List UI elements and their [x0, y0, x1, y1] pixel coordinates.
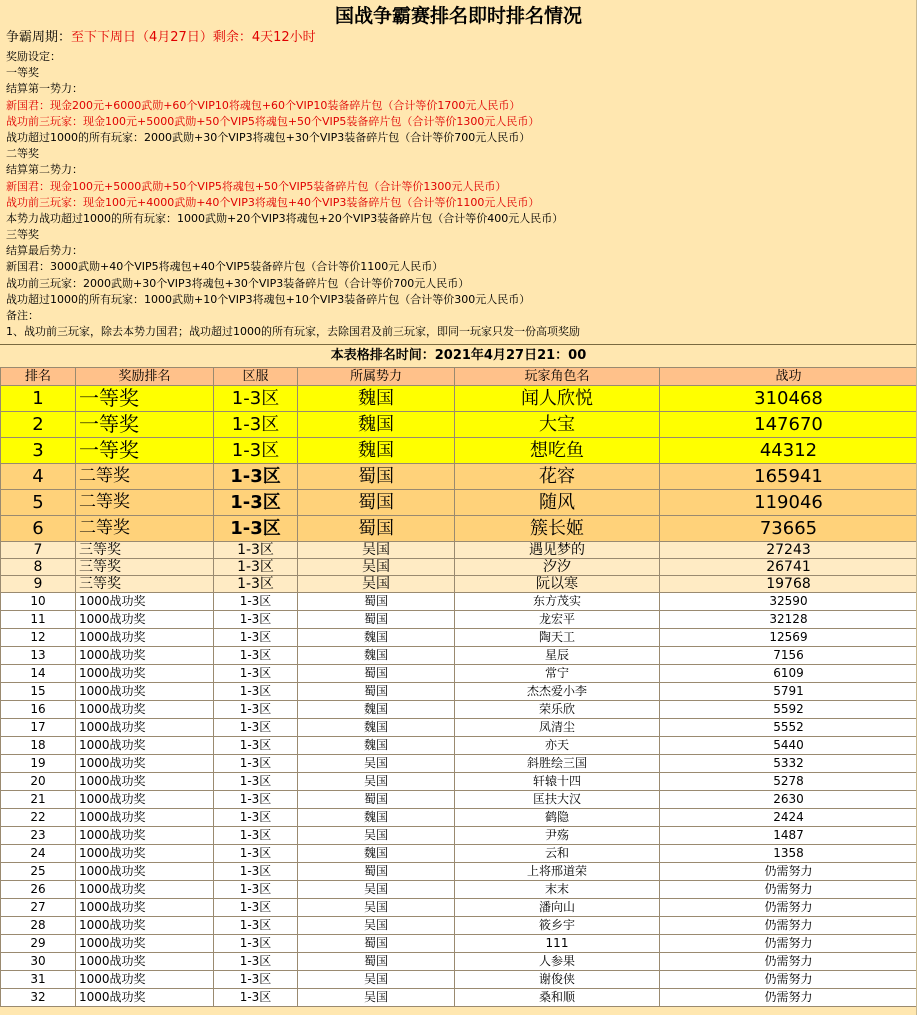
- table-row: [1, 809, 917, 827]
- rule-line: 新国君：现金200元+6000武勋+60个VIP10将魂包+60个VIP10装备碎片包（合计等价1700元人民币）: [6, 98, 521, 112]
- cell-rank: 3: [1, 438, 76, 464]
- cell-merit: 仍需努力: [660, 917, 917, 935]
- cell-merit: 仍需努力: [660, 863, 917, 881]
- cell-rank: 14: [1, 665, 76, 683]
- cell-merit: 仍需努力: [660, 899, 917, 917]
- cell-server: 1-3区: [214, 542, 298, 559]
- cell-rank: 27: [1, 899, 76, 917]
- cell-merit: 5332: [660, 755, 917, 773]
- cell-award: 三等奖: [76, 542, 214, 559]
- cell-faction: 蜀国: [298, 935, 455, 953]
- cell-rank: 16: [1, 701, 76, 719]
- cell-award: 1000战功奖: [76, 899, 214, 917]
- cell-award: 1000战功奖: [76, 593, 214, 611]
- cell-rank: 24: [1, 845, 76, 863]
- cell-faction: 魏国: [298, 737, 455, 755]
- cell-player-name: 亦天: [455, 737, 660, 755]
- table-row: [1, 737, 917, 755]
- table-row: [1, 611, 917, 629]
- cell-rank: 21: [1, 791, 76, 809]
- cell-rank: 1: [1, 386, 76, 412]
- cell-rank: 19: [1, 755, 76, 773]
- cell-player-name: 谢俊侠: [455, 971, 660, 989]
- cell-award: 1000战功奖: [76, 647, 214, 665]
- cell-merit: 5552: [660, 719, 917, 737]
- cell-faction: 魏国: [298, 719, 455, 737]
- cell-award: 三等奖: [76, 576, 214, 593]
- cell-merit: 27243: [660, 542, 917, 559]
- cell-merit: 仍需努力: [660, 881, 917, 899]
- cell-faction: 吴国: [298, 773, 455, 791]
- cell-merit: 26741: [660, 559, 917, 576]
- cell-rank: 15: [1, 683, 76, 701]
- cell-award: 1000战功奖: [76, 773, 214, 791]
- cell-player-name: 随风: [455, 490, 660, 516]
- header-server: 区服: [214, 368, 298, 386]
- cell-server: 1-3区: [214, 899, 298, 917]
- cell-faction: 蜀国: [298, 683, 455, 701]
- cell-faction: 蜀国: [298, 611, 455, 629]
- cell-faction: 吴国: [298, 881, 455, 899]
- cell-faction: 吴国: [298, 971, 455, 989]
- cell-award: 二等奖: [76, 490, 214, 516]
- cell-award: 1000战功奖: [76, 989, 214, 1007]
- cell-server: 1-3区: [214, 827, 298, 845]
- rule-line: 结算第一势力：: [6, 82, 83, 96]
- cell-rank: 12: [1, 629, 76, 647]
- header-faction: 所属势力: [298, 368, 455, 386]
- table-row: [1, 438, 917, 464]
- cell-player-name: 云和: [455, 845, 660, 863]
- cell-rank: 10: [1, 593, 76, 611]
- cell-merit: 147670: [660, 412, 917, 438]
- cell-rank: 9: [1, 576, 76, 593]
- cell-server: 1-3区: [214, 559, 298, 576]
- cell-server: 1-3区: [214, 809, 298, 827]
- cell-faction: 吴国: [298, 827, 455, 845]
- cell-server: 1-3区: [214, 665, 298, 683]
- rule-line: 战功前三玩家：2000武勋+30个VIP3将魂包+30个VIP3装备碎片包（合计等价700元人民币）: [6, 276, 470, 290]
- table-row: [1, 845, 917, 863]
- cell-award: 1000战功奖: [76, 845, 214, 863]
- cell-player-name: 杰杰爱小李: [455, 683, 660, 701]
- cell-award: 二等奖: [76, 464, 214, 490]
- cell-merit: 仍需努力: [660, 935, 917, 953]
- cell-rank: 20: [1, 773, 76, 791]
- cell-merit: 32128: [660, 611, 917, 629]
- cell-rank: 26: [1, 881, 76, 899]
- cell-rank: 7: [1, 542, 76, 559]
- cell-server: 1-3区: [214, 989, 298, 1007]
- cell-player-name: 匡扶大汉: [455, 791, 660, 809]
- cell-player-name: 桑和顺: [455, 989, 660, 1007]
- header-player-name: 玩家角色名: [455, 368, 660, 386]
- cell-rank: 23: [1, 827, 76, 845]
- cell-server: 1-3区: [214, 386, 298, 412]
- cell-player-name: 汐汐: [455, 559, 660, 576]
- header-award: 奖励排名: [76, 368, 214, 386]
- cell-rank: 17: [1, 719, 76, 737]
- cell-player-name: 潘向山: [455, 899, 660, 917]
- cell-merit: 73665: [660, 516, 917, 542]
- table-row: [1, 412, 917, 438]
- cell-server: 1-3区: [214, 863, 298, 881]
- cell-player-name: 轩辕十四: [455, 773, 660, 791]
- cell-faction: 蜀国: [298, 490, 455, 516]
- cell-award: 1000战功奖: [76, 629, 214, 647]
- rule-line: 奖励设定：: [6, 50, 61, 63]
- cell-merit: 2630: [660, 791, 917, 809]
- cell-faction: 吴国: [298, 755, 455, 773]
- cell-server: 1-3区: [214, 464, 298, 490]
- cell-merit: 5791: [660, 683, 917, 701]
- cell-server: 1-3区: [214, 845, 298, 863]
- cell-award: 1000战功奖: [76, 611, 214, 629]
- cell-server: 1-3区: [214, 629, 298, 647]
- cell-faction: 蜀国: [298, 863, 455, 881]
- cell-server: 1-3区: [214, 719, 298, 737]
- period-line: [6, 30, 316, 46]
- table-row: [1, 542, 917, 559]
- table-row: [1, 665, 917, 683]
- table-row: [1, 559, 917, 576]
- table-row: [1, 827, 917, 845]
- cell-rank: 6: [1, 516, 76, 542]
- cell-merit: 6109: [660, 665, 917, 683]
- cell-award: 1000战功奖: [76, 863, 214, 881]
- cell-player-name: 闻人欣悦: [455, 386, 660, 412]
- cell-merit: 12569: [660, 629, 917, 647]
- cell-rank: 32: [1, 989, 76, 1007]
- cell-merit: 5592: [660, 701, 917, 719]
- cell-player-name: 大宝: [455, 412, 660, 438]
- table-row: [1, 647, 917, 665]
- rule-line: 战功超过1000的所有玩家：1000武勋+10个VIP3将魂包+10个VIP3装备碎片包（合计等价300元人民币）: [6, 292, 531, 306]
- cell-faction: 魏国: [298, 809, 455, 827]
- cell-player-name: 簇长姬: [455, 516, 660, 542]
- cell-server: 1-3区: [214, 516, 298, 542]
- cell-rank: 18: [1, 737, 76, 755]
- table-row: [1, 917, 917, 935]
- cell-faction: 蜀国: [298, 791, 455, 809]
- cell-merit: 44312: [660, 438, 917, 464]
- cell-merit: 仍需努力: [660, 971, 917, 989]
- rules-panel: [0, 0, 917, 344]
- cell-faction: 吴国: [298, 559, 455, 576]
- ranking-table: [0, 367, 917, 1007]
- cell-faction: 蜀国: [298, 665, 455, 683]
- cell-player-name: 末末: [455, 881, 660, 899]
- cell-award: 1000战功奖: [76, 719, 214, 737]
- table-row: [1, 464, 917, 490]
- cell-award: 一等奖: [76, 386, 214, 412]
- cell-merit: 32590: [660, 593, 917, 611]
- table-row: [1, 683, 917, 701]
- cell-player-name: 鹤隐: [455, 809, 660, 827]
- rule-line: 战功前三玩家：现金100元+4000武勋+40个VIP3将魂包+40个VIP3装备碎片包（合计等价1100元人民币）: [6, 195, 540, 209]
- cell-rank: 11: [1, 611, 76, 629]
- table-row: [1, 593, 917, 611]
- table-row: [1, 629, 917, 647]
- table-row: [1, 516, 917, 542]
- cell-award: 1000战功奖: [76, 935, 214, 953]
- table-row: [1, 773, 917, 791]
- header-merit: 战功: [660, 368, 917, 386]
- cell-server: 1-3区: [214, 755, 298, 773]
- cell-merit: 165941: [660, 464, 917, 490]
- table-row: [1, 863, 917, 881]
- cell-faction: 蜀国: [298, 464, 455, 490]
- cell-server: 1-3区: [214, 683, 298, 701]
- cell-player-name: 人参果: [455, 953, 660, 971]
- cell-rank: 2: [1, 412, 76, 438]
- cell-server: 1-3区: [214, 438, 298, 464]
- cell-award: 1000战功奖: [76, 665, 214, 683]
- cell-rank: 5: [1, 490, 76, 516]
- cell-rank: 4: [1, 464, 76, 490]
- cell-faction: 蜀国: [298, 593, 455, 611]
- cell-player-name: 斜胜绘三国: [455, 755, 660, 773]
- cell-merit: 310468: [660, 386, 917, 412]
- cell-player-name: 东方茂实: [455, 593, 660, 611]
- cell-player-name: 筱乡宇: [455, 917, 660, 935]
- cell-faction: 魏国: [298, 845, 455, 863]
- ranking-time: 本表格排名时间：2021年4月27日21：00: [0, 345, 917, 367]
- table-row: [1, 719, 917, 737]
- rule-line: 战功前三玩家：现金100元+5000武勋+50个VIP5将魂包+50个VIP5装备碎片包（合计等价1300元人民币）: [6, 114, 540, 128]
- cell-server: 1-3区: [214, 701, 298, 719]
- table-row: [1, 791, 917, 809]
- cell-player-name: 花容: [455, 464, 660, 490]
- cell-player-name: 想吃鱼: [455, 438, 660, 464]
- cell-rank: 29: [1, 935, 76, 953]
- cell-award: 一等奖: [76, 412, 214, 438]
- cell-faction: 吴国: [298, 576, 455, 593]
- rule-line: 备注：: [6, 309, 39, 322]
- cell-player-name: 常宁: [455, 665, 660, 683]
- table-row: [1, 935, 917, 953]
- page-title: 国战争霸赛排名即时排名情况: [334, 5, 582, 27]
- cell-server: 1-3区: [214, 773, 298, 791]
- cell-rank: 31: [1, 971, 76, 989]
- cell-merit: 1487: [660, 827, 917, 845]
- cell-merit: 5278: [660, 773, 917, 791]
- cell-server: 1-3区: [214, 791, 298, 809]
- cell-award: 1000战功奖: [76, 971, 214, 989]
- cell-award: 1000战功奖: [76, 809, 214, 827]
- rule-line: 二等奖: [6, 147, 39, 161]
- table-row: [1, 899, 917, 917]
- rule-line: 1、战功前三玩家，除去本势力国君；战功超过1000的所有玩家，去除国君及前三玩家，即同一玩家只发一份高项奖励: [6, 325, 580, 339]
- table-row: [1, 576, 917, 593]
- cell-award: 二等奖: [76, 516, 214, 542]
- cell-faction: 魏国: [298, 629, 455, 647]
- cell-rank: 25: [1, 863, 76, 881]
- cell-faction: 魏国: [298, 386, 455, 412]
- rule-line: 本势力战功超过1000的所有玩家：1000武勋+20个VIP3将魂包+20个VIP3装备碎片包（合计等价400元人民币）: [6, 211, 564, 225]
- cell-server: 1-3区: [214, 490, 298, 516]
- cell-server: 1-3区: [214, 737, 298, 755]
- cell-player-name: 陶天工: [455, 629, 660, 647]
- cell-award: 1000战功奖: [76, 701, 214, 719]
- cell-server: 1-3区: [214, 971, 298, 989]
- table-row: [1, 701, 917, 719]
- rule-line: 战功超过1000的所有玩家：2000武勋+30个VIP3将魂包+30个VIP3装备碎片包（合计等价700元人民币）: [6, 130, 531, 144]
- cell-faction: 吴国: [298, 917, 455, 935]
- rule-line: 新国君：3000武勋+40个VIP5将魂包+40个VIP5装备碎片包（合计等价1100元人民币）: [6, 260, 444, 274]
- rule-line: 结算最后势力：: [6, 244, 83, 258]
- cell-rank: 28: [1, 917, 76, 935]
- cell-faction: 魏国: [298, 438, 455, 464]
- cell-award: 1000战功奖: [76, 881, 214, 899]
- rule-line: 结算第二势力：: [6, 163, 83, 177]
- cell-faction: 吴国: [298, 899, 455, 917]
- cell-award: 1000战功奖: [76, 755, 214, 773]
- rule-line: 一等奖: [6, 66, 39, 80]
- cell-faction: 魏国: [298, 701, 455, 719]
- cell-player-name: 遇见梦的: [455, 542, 660, 559]
- cell-merit: 5440: [660, 737, 917, 755]
- cell-player-name: 星辰: [455, 647, 660, 665]
- table-row: [1, 971, 917, 989]
- cell-server: 1-3区: [214, 917, 298, 935]
- cell-server: 1-3区: [214, 647, 298, 665]
- cell-server: 1-3区: [214, 576, 298, 593]
- cell-player-name: 111: [455, 935, 660, 953]
- cell-faction: 魏国: [298, 412, 455, 438]
- period-label: 争霸周期：: [6, 30, 72, 45]
- table-header-row: [1, 368, 917, 386]
- cell-player-name: 上将邢道荣: [455, 863, 660, 881]
- cell-award: 1000战功奖: [76, 917, 214, 935]
- cell-faction: 吴国: [298, 542, 455, 559]
- cell-award: 1000战功奖: [76, 791, 214, 809]
- table-row: [1, 953, 917, 971]
- cell-award: 1000战功奖: [76, 737, 214, 755]
- cell-merit: 仍需努力: [660, 989, 917, 1007]
- table-row: [1, 490, 917, 516]
- period-value: 至下下周日（4月27日）剩余：4天12小时: [71, 30, 316, 45]
- cell-player-name: 龙宏平: [455, 611, 660, 629]
- cell-server: 1-3区: [214, 412, 298, 438]
- cell-award: 1000战功奖: [76, 953, 214, 971]
- cell-faction: 吴国: [298, 989, 455, 1007]
- cell-rank: 13: [1, 647, 76, 665]
- cell-server: 1-3区: [214, 611, 298, 629]
- cell-player-name: 荣乐欣: [455, 701, 660, 719]
- cell-player-name: 阮以寒: [455, 576, 660, 593]
- table-row: [1, 881, 917, 899]
- table-row: [1, 989, 917, 1007]
- cell-award: 三等奖: [76, 559, 214, 576]
- table-body: [1, 386, 917, 1007]
- reward-rules: [6, 49, 911, 340]
- table-row: [1, 386, 917, 412]
- cell-merit: 19768: [660, 576, 917, 593]
- cell-player-name: 尹殇: [455, 827, 660, 845]
- cell-award: 1000战功奖: [76, 827, 214, 845]
- cell-server: 1-3区: [214, 881, 298, 899]
- cell-faction: 蜀国: [298, 516, 455, 542]
- cell-merit: 2424: [660, 809, 917, 827]
- cell-faction: 魏国: [298, 647, 455, 665]
- rule-line: 新国君：现金100元+5000武勋+50个VIP5将魂包+50个VIP5装备碎片包（合计等价1300元人民币）: [6, 179, 507, 193]
- cell-server: 1-3区: [214, 593, 298, 611]
- cell-server: 1-3区: [214, 953, 298, 971]
- cell-merit: 119046: [660, 490, 917, 516]
- cell-merit: 7156: [660, 647, 917, 665]
- cell-rank: 22: [1, 809, 76, 827]
- cell-merit: 1358: [660, 845, 917, 863]
- cell-award: 一等奖: [76, 438, 214, 464]
- header-rank: 排名: [1, 368, 76, 386]
- cell-player-name: 凤清尘: [455, 719, 660, 737]
- cell-faction: 蜀国: [298, 953, 455, 971]
- cell-rank: 8: [1, 559, 76, 576]
- cell-merit: 仍需努力: [660, 953, 917, 971]
- table-row: [1, 755, 917, 773]
- cell-server: 1-3区: [214, 935, 298, 953]
- cell-award: 1000战功奖: [76, 683, 214, 701]
- rule-line: 三等奖: [6, 228, 39, 242]
- cell-rank: 30: [1, 953, 76, 971]
